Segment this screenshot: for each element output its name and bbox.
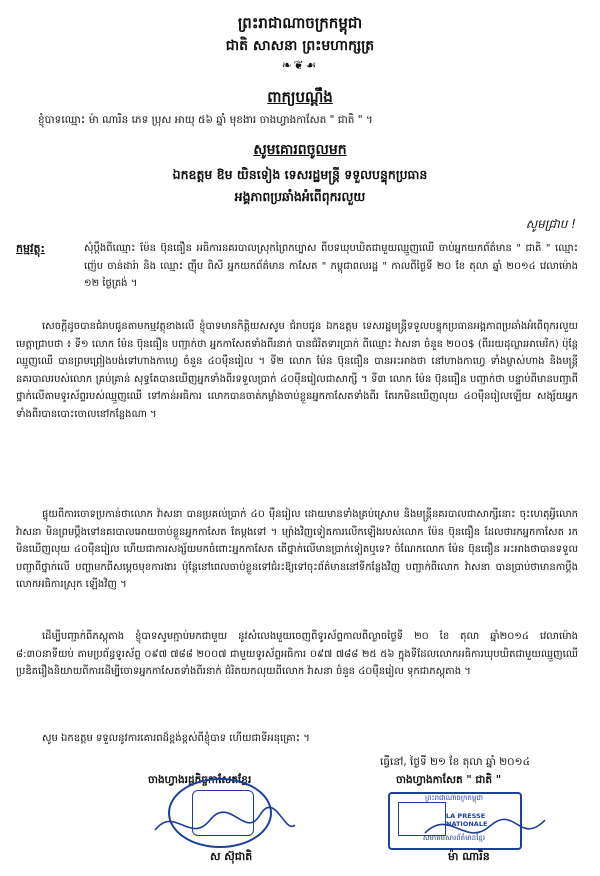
addressee-block	[0, 164, 600, 208]
left-signatory-title: ចាងហ្វាងរដ្ឋកិច្ចកាសែតខ្មែរ	[148, 774, 252, 786]
kingdom-header: ព្រះរាជាណាចក្រកម្ពុជា	[237, 14, 363, 32]
dateline: ធ្វើនៅ, ថ្ងៃទី ២១ ខែ តុលា ឆ្នាំ ២០១៤	[380, 756, 530, 768]
body-paragraph-2: ផ្ទុយពីការចោទប្រកាន់ថាលោក វ៉ាសនា បានប្រគល់ប្រាក់ ៤០ ម៉ឺនរៀល ដោយមានទាំងគ្រប់ស្រោម និងមន្ត្រីនគរបាលជាសាក្សីនោះ ចុះហេតុអ្វីលោក វ៉ាសនា មិនព្រមប្ដឹងទៅនគរបាលអោយចាប់ខ្លួនអ្នកកាសែត តែម្ដងទៅ ។ ម្យ៉ាងវិញទៀតការលើកឡើងរបស់លោក ម៉ែន ប៊ុនធឿន ដែលថារកអ្នកកាសែត រកមិនឃើញលុយ ៤០ម៉ឺនរៀល ហើយជាការសង្ស័យមកចំពោះអ្នកកាសែត តើថ្នាក់លើមានប្រាក់ទៀតឬទេ? ចំណែកលោក ម៉ែន ប៊ុនធឿន អះអាងថាបានទទួលបញ្ជាពីថ្នាក់លើ បញ្ហាមកពីសម្ដេចមុខការងារ ប៉ុន្តែនៅពេលចាប់ខ្លួនទៅជំរះឱ្យទៅចុះព័ត៌មាននៅទីកន្លែងវិញ បញ្ជាក់ពីលោក វ៉ាសនា បានប្រាប់ថាមានកាប្ដឹងលោកអធិការស្រុក ឡើងវិញ ។	[16, 509, 578, 590]
right-stamp-org: LA PRESSE NATIONALE	[446, 812, 488, 828]
greeting: សូមជ្រាប !	[525, 217, 576, 231]
right-signatory-name: ម៉ា ណារិន	[448, 850, 490, 863]
body-paragraph-1: សេចក្ដីដូចបានជំរាបជូនតាមកម្មវត្ថុខាងលើ ខ្ញុំបាទមានកិត្តិយសសូម ជំរាបជូន ឯកឧត្ដម ទេសរដ្ឋមន្ត្រីទទួលបន្ទុកប្រធានអង្គភាពប្រឆាំងអំពើពុករលួយ មេត្តាជ្រាបថា ៖ ទី១ លោក ម៉ែន ប៊ុនធឿន បញ្ជាក់ថា អ្នកកាសែតទាំងពីរនាក់ បានជំរិតទារប្រាក់ ពីឈ្មោះ វ៉ាសនា ចំនួន ២០០$ (ពីររយដុល្លារអាមេរិក) ប៉ុន្តែឈ្មួញឈើ បានព្រមព្រៀងបង់ទៅហាងកាហ្វេ ចំនួន ៤០ម៉ឺនរៀល ។ ទី២ លោក ម៉ែន ប៊ុនធឿន បានអះអាងថា នៅហាងកាហ្វេ ទាំងម្ចាស់ហាង និងមន្ត្រីនគរបាលរបស់លោក គ្រប់គ្រាន់ សុទ្ធតែបានឃើញអ្នកទាំងពីរទទួលប្រាក់ ៤០ម៉ឺនរៀលជាសាក្សី ។ ទី៣ លោក ម៉ែន ប៊ុនធឿន បញ្ជាក់ថា បន្ទាប់ពីមានបញ្ជាពីថ្នាក់លើតាមទូរស័ព្ទរបស់ឈ្មួញឈើ ទៅកាន់អធិការ លោកបានចាត់កម្លាំងចាប់ខ្លួនអ្នកកាសែតទាំងពីរ តែរកមិនឃើញលុយ ៤០ម៉ឺនរៀលឡើយ សង្ស័យអ្នកទាំងពីរបានបោះចោលនៅកន្លែងណា ។	[16, 321, 579, 420]
right-signatory-title: ចាងហ្វាងកាសែត " ជាតិ "	[396, 774, 502, 786]
salutation-heading: សូមគោរពចូលមក	[253, 142, 347, 158]
closing-paragraph: សូម ឯកឧត្ដម ទទួលនូវការគោរពដ៏ខ្ពង់ខ្ពស់ពីខ្ញុំបាទ ហើយជាទីអនុគ្រោះ ។	[42, 733, 310, 744]
addressee-line-2: អង្គភាពប្រឆាំងអំពើពុករលួយ	[234, 189, 366, 204]
addressee-line-1: ឯកឧត្ដម ឱម យិនទៀង ទេសរដ្ឋមន្ត្រី ទទួលបន្ទុកប្រធាន	[172, 167, 428, 182]
right-signature	[420, 808, 550, 854]
body-paragraph-3: ដើម្បីបញ្ជាក់ពីភស្ដុតាង ខ្ញុំបាទសូមភ្ជាប់មកជាមួយ នូវសំលេងមួយចេញពីទូរស័ព្ទកាលពីល្ងាចថ្ងៃទី ២០ ខែ តុលា ឆ្នាំ២០១៤ វេលាម៉ោង ៨:៣០នាទីយប់ តាមប្រព័ន្ធទូរស័ព្ទ ០៩៧ ៧៨៨ ២០០៧ ជាមួយទូរស័ព្ទអធិការ ០៩៧ ៧៨៨ ២៥ ៥៦ ក្នុងទីដែលលោកអធិការឃុបឃិតជាមួយឈ្មួញឈើប្រឌិតរឿងនិយាយពីការដើម្បីចោទអ្នកកាសែតទាំងពីរនាក់ ជំរិតយកលុយពីលោក វ៉ាសនា ចំនួន ៤០ម៉ឺនរៀល ទុកជាភស្ដុតាង ។	[16, 631, 578, 677]
document-title: ពាក្យបណ្ដឹង	[267, 88, 333, 106]
left-signatory-name: ស ស៊ុជាតិ	[210, 850, 253, 863]
ornament-divider: ❧❦☙	[281, 58, 319, 72]
subject-text: សុំប្ដឹងពីឈ្មោះ ម៉ែន ប៊ុនធឿន អធិការនគរបាលស្រុកព្រៃកប្បាស ពីបទឃុបឃិតជាមួយឈ្មួញឈើ ចាប់អ្នកយកព័ត៌មាន " ជាតិ " ឈ្មោះ ញ៉េប ចាន់ដារ៉ា និង ឈ្មោះ ញ៉ឹប ពិសី អ្នកយកព័ត៌មាន កាសែត " កម្ពុជាពលរដ្ឋ " កាលពីថ្ងៃទី ២០ ខែ តុលា ឆ្នាំ ២០១៤ វេលាម៉ោង ១២ ថ្ងៃត្រង់ ។	[84, 243, 578, 289]
national-motto: ជាតិ សាសនា ព្រះមហាក្សត្រ	[225, 38, 375, 54]
right-stamp-footer: សមាគមសារព័ត៌មានខ្មែរ	[422, 834, 486, 842]
subject-label: កម្មវត្ថុ:	[16, 242, 45, 255]
right-stamp-header: ព្រះរាជាណាចក្រកម្ពុជា	[424, 794, 483, 802]
intro-line: ខ្ញុំបាទឈ្មោះ ម៉ា ណារិន ភេទ ប្រុស អាយុ ៥៦ ឆ្នាំ មុខងារ ចាងហ្វាងកាសែត " ជាតិ " ។	[38, 114, 373, 126]
left-signature	[150, 800, 300, 850]
